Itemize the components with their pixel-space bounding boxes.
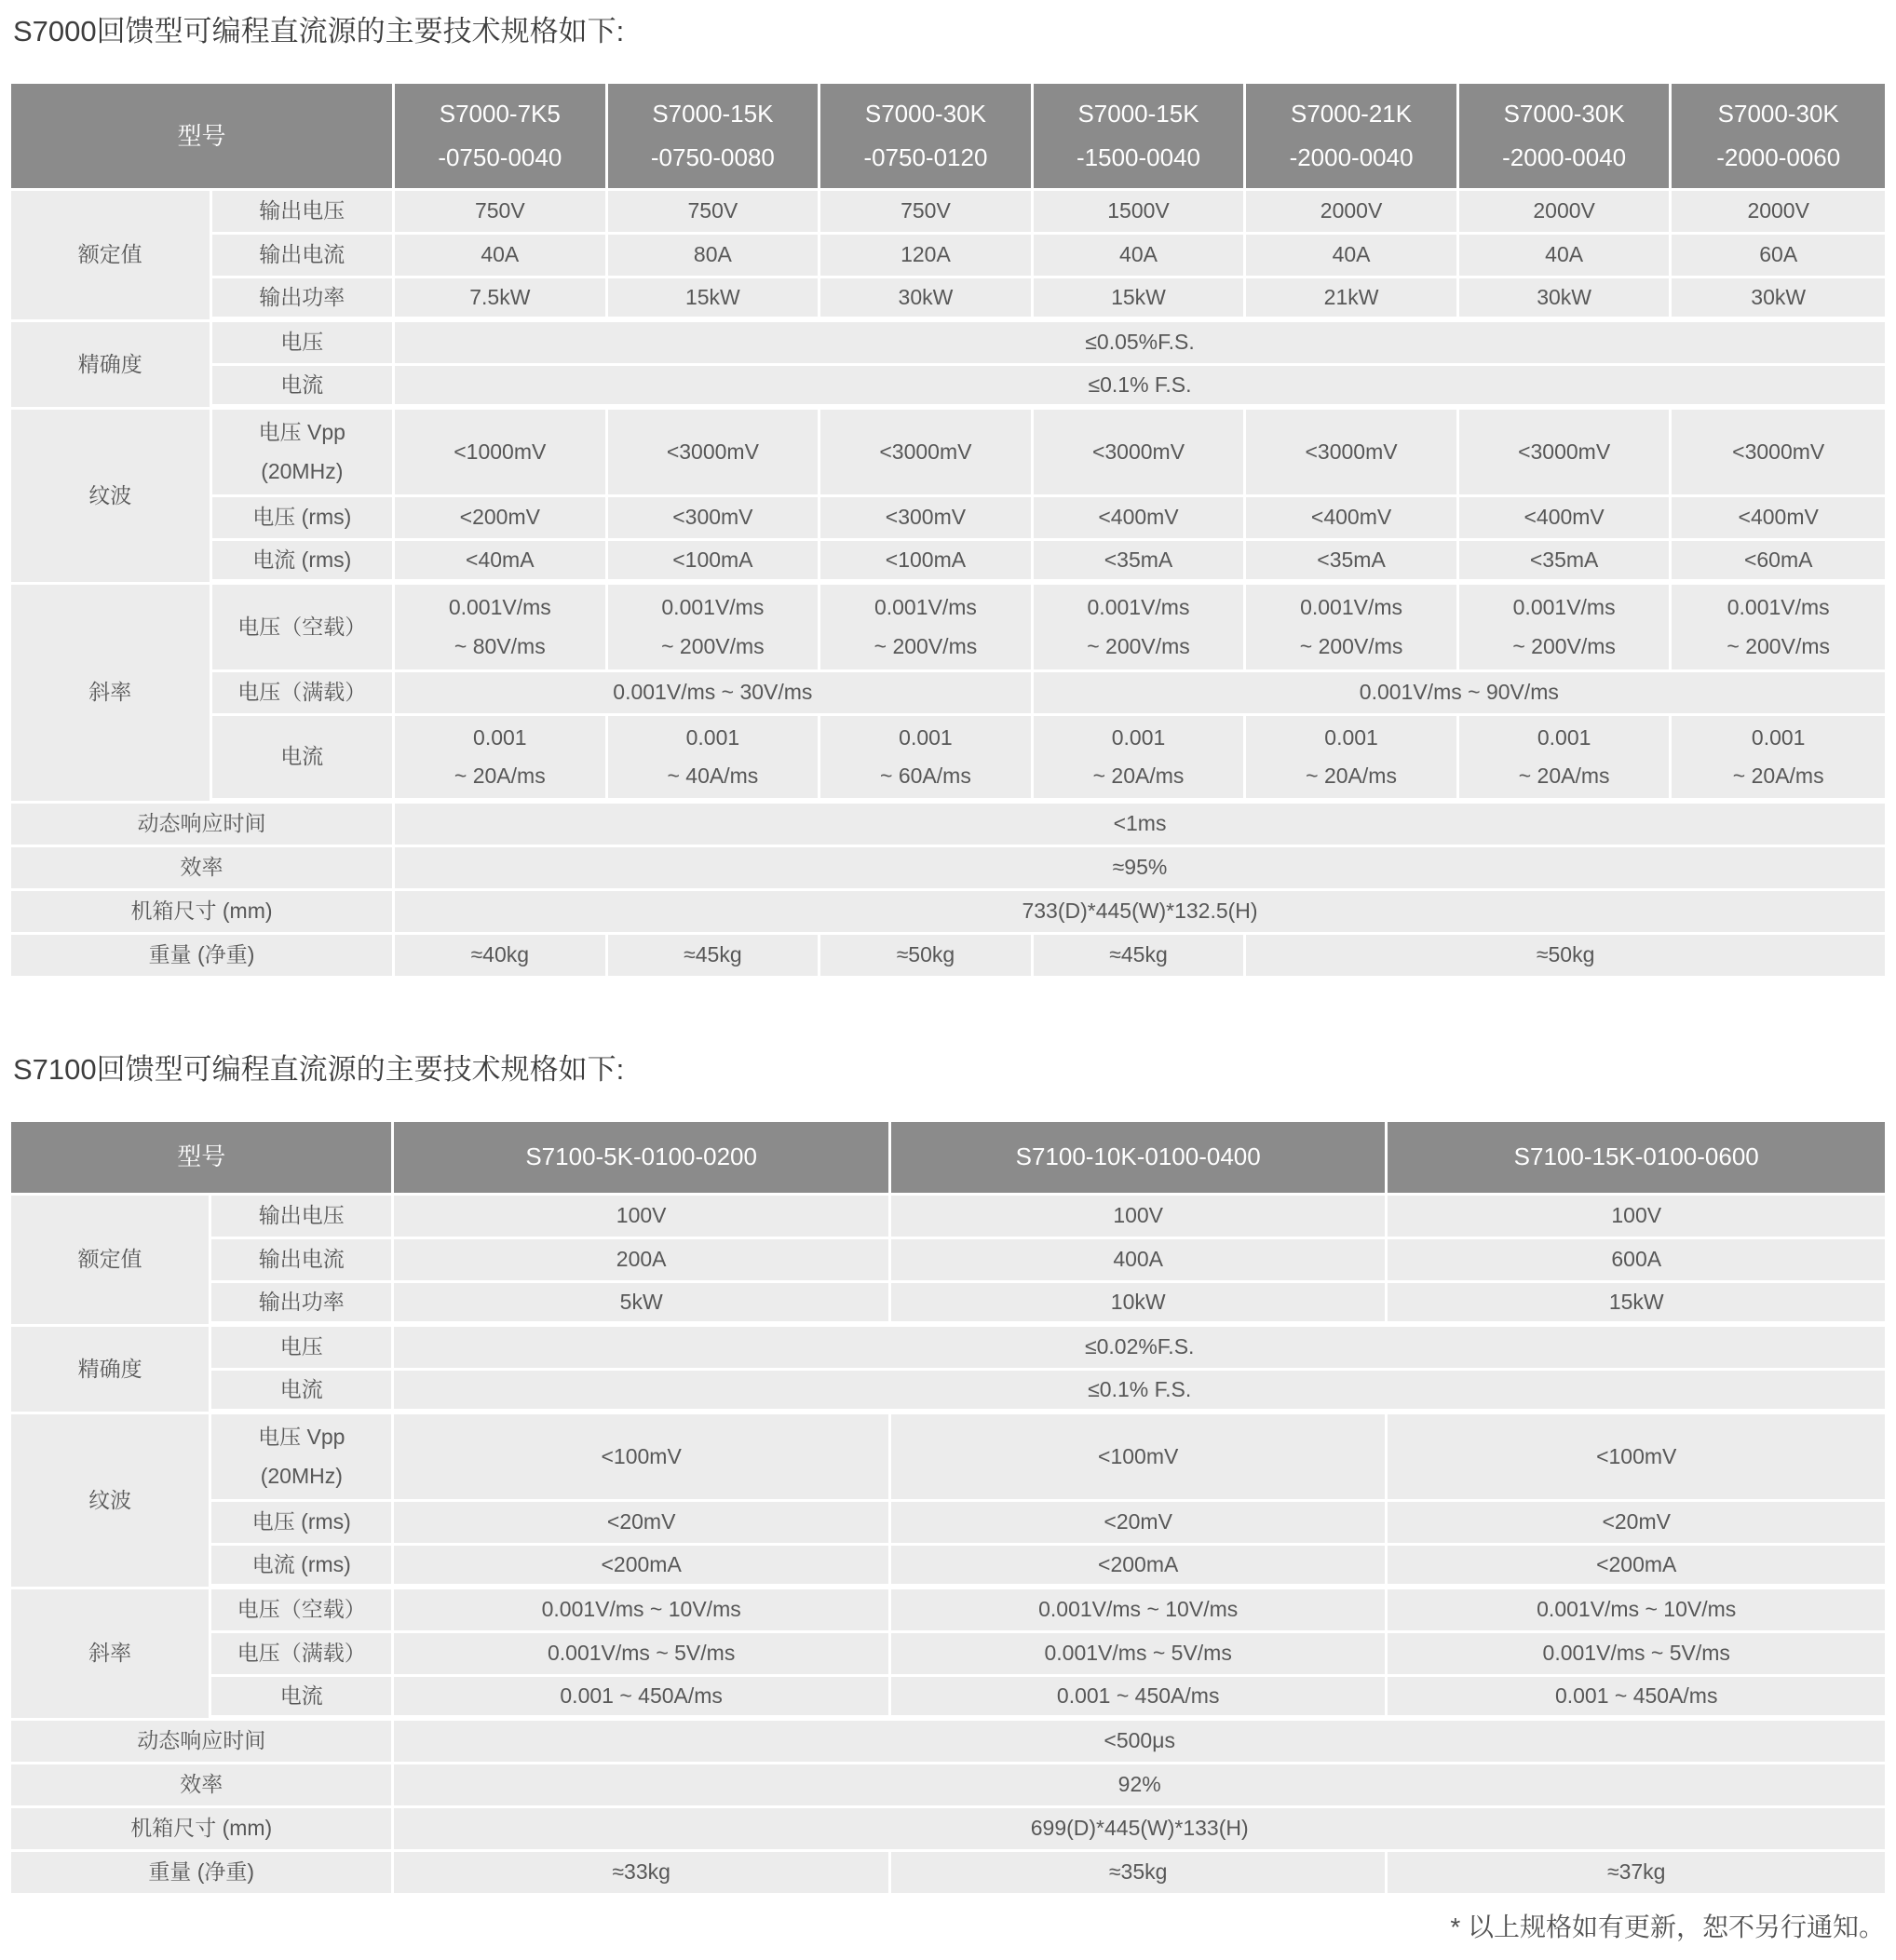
spec-value-cell: <300mV <box>608 497 821 541</box>
spec-row <box>11 1502 1885 1546</box>
spec-value-cell: 0.001V/ms ~ 200V/ms <box>1034 585 1247 672</box>
spec-row <box>11 1721 1885 1764</box>
section-label-cell: 额定值 <box>11 191 212 322</box>
spec-value-cell: <400mV <box>1034 497 1247 541</box>
spec-value-cell: <200mA <box>1388 1546 1885 1589</box>
spec-label-cell: 效率 <box>11 847 395 891</box>
header-row <box>11 84 1885 191</box>
spec-sublabel-cell: 电压 (rms) <box>212 497 396 541</box>
model-label-cell: 型号 <box>11 1122 394 1196</box>
spec-value-cell: 5kW <box>394 1283 891 1327</box>
spec-label-cell: 动态响应时间 <box>11 1721 394 1764</box>
spec-value-cell: <60mA <box>1672 541 1885 585</box>
spec-label-cell: 重量 (净重) <box>11 1852 394 1896</box>
spec-value-cell: <400mV <box>1246 497 1459 541</box>
spec-value-cell: 0.001 ~ 20A/ms <box>1034 716 1247 804</box>
spec-value-cell: ≤0.1% F.S. <box>395 366 1885 410</box>
spec-sublabel-cell: 电流 <box>211 1371 394 1414</box>
model-header-cell: S7100-15K-0100-0600 <box>1388 1122 1885 1196</box>
spec-label-cell: 机箱尺寸 (mm) <box>11 1808 394 1852</box>
spec-row <box>11 191 1885 235</box>
footnote: * 以上规格如有更新，恕不另行通知。 <box>1450 1913 1885 1941</box>
section-label-cell: 斜率 <box>11 585 212 804</box>
spec-value-cell: ≈95% <box>395 847 1885 891</box>
spec-value-cell: ≤0.05%F.S. <box>395 322 1885 366</box>
spec-row <box>11 1283 1885 1327</box>
spec-value-cell: <20mV <box>891 1502 1388 1546</box>
spec-value-cell: 400A <box>891 1239 1388 1283</box>
spec-label-cell: 机箱尺寸 (mm) <box>11 891 395 935</box>
spec-value-cell: 2000V <box>1672 191 1885 235</box>
model-header-cell: S7000-30K -2000-0060 <box>1672 84 1885 191</box>
spec-value-cell: 0.001V/ms ~ 80V/ms <box>395 585 608 672</box>
spec-sublabel-cell: 电流 (rms) <box>211 1546 394 1589</box>
spec-value-cell: 2000V <box>1246 191 1459 235</box>
spec-value-cell: 0.001 ~ 20A/ms <box>1246 716 1459 804</box>
spec-value-cell: 0.001 ~ 20A/ms <box>1459 716 1673 804</box>
spec-row <box>11 322 1885 366</box>
spec-value-cell: <20mV <box>1388 1502 1885 1546</box>
spec-value-cell: 0.001V/ms ~ 10V/ms <box>394 1589 891 1633</box>
spec-sublabel-cell: 电压 <box>212 322 396 366</box>
spec-value-cell: ≤0.1% F.S. <box>394 1371 1885 1414</box>
spec-value-cell: <200mA <box>394 1546 891 1589</box>
spec-value-cell: 15kW <box>1388 1283 1885 1327</box>
spec-value-cell: <35mA <box>1034 541 1247 585</box>
spec-value-cell: 0.001V/ms ~ 5V/ms <box>394 1633 891 1677</box>
spec-value-cell: <3000mV <box>1034 410 1247 497</box>
spec-value-cell: 100V <box>394 1196 891 1239</box>
section-label-cell: 精确度 <box>11 322 212 410</box>
spec-sublabel-cell: 电压 (rms) <box>211 1502 394 1546</box>
spec-value-cell: 0.001 ~ 40A/ms <box>608 716 821 804</box>
spec-value-cell: 15kW <box>1034 278 1247 322</box>
spec-value-cell: <100mA <box>608 541 821 585</box>
spec-value-cell: 750V <box>395 191 608 235</box>
spec-value-cell: <3000mV <box>1672 410 1885 497</box>
spec-value-cell: <100mV <box>394 1414 891 1502</box>
spec-value-cell: 1500V <box>1034 191 1247 235</box>
s7000-title: S7000回馈型可编程直流源的主要技术规格如下: <box>13 15 625 47</box>
spec-value-cell: <40mA <box>395 541 608 585</box>
spec-sublabel-cell: 电流 <box>212 366 396 410</box>
spec-value-cell: 750V <box>608 191 821 235</box>
section-label-cell: 精确度 <box>11 1327 211 1414</box>
spec-value-cell: <100mV <box>891 1414 1388 1502</box>
spec-value-cell: 80A <box>608 235 821 278</box>
model-header-cell: S7000-30K -2000-0040 <box>1459 84 1673 191</box>
spec-sublabel-cell: 电压（空载） <box>211 1589 394 1633</box>
spec-value-cell: 699(D)*445(W)*133(H) <box>394 1808 1885 1852</box>
spec-value-cell: ≈37kg <box>1388 1852 1885 1896</box>
spec-value-cell: <100mV <box>1388 1414 1885 1502</box>
spec-value-cell: 21kW <box>1246 278 1459 322</box>
spec-value-cell: 60A <box>1672 235 1885 278</box>
spec-row <box>11 804 1885 847</box>
section-label-cell: 额定值 <box>11 1196 211 1327</box>
spec-value-cell: 0.001V/ms ~ 200V/ms <box>1246 585 1459 672</box>
spec-value-cell: <20mV <box>394 1502 891 1546</box>
spec-row <box>11 891 1885 935</box>
page <box>0 11 1896 1944</box>
model-header-cell: S7100-5K-0100-0200 <box>394 1122 891 1196</box>
spec-value-cell: ≈50kg <box>820 935 1034 979</box>
model-header-cell: S7000-30K -0750-0120 <box>820 84 1034 191</box>
spec-value-cell: 2000V <box>1459 191 1673 235</box>
spec-value-cell: <1000mV <box>395 410 608 497</box>
spec-row <box>11 1414 1885 1502</box>
spec-value-cell: 0.001 ~ 20A/ms <box>1672 716 1885 804</box>
spec-row <box>11 1546 1885 1589</box>
spec-value-cell: 7.5kW <box>395 278 608 322</box>
spec-value-cell: 0.001V/ms ~ 30V/ms <box>395 672 1034 716</box>
spec-value-cell: <3000mV <box>820 410 1034 497</box>
spec-value-cell: 0.001V/ms ~ 5V/ms <box>1388 1633 1885 1677</box>
spec-row <box>11 1633 1885 1677</box>
spec-row <box>11 1327 1885 1371</box>
spec-value-cell: 733(D)*445(W)*132.5(H) <box>395 891 1885 935</box>
s7100-spec-table <box>11 1122 1885 1896</box>
section-label-cell: 纹波 <box>11 1414 211 1589</box>
spec-value-cell: 600A <box>1388 1239 1885 1283</box>
spec-value-cell: 0.001V/ms ~ 10V/ms <box>891 1589 1388 1633</box>
spec-value-cell: 30kW <box>1672 278 1885 322</box>
spec-sublabel-cell: 电流 <box>212 716 396 804</box>
spec-sublabel-cell: 电压 Vpp (20MHz) <box>212 410 396 497</box>
spec-value-cell: ≈50kg <box>1246 935 1885 979</box>
spec-row <box>11 935 1885 979</box>
spec-value-cell: ≈45kg <box>1034 935 1247 979</box>
spec-sublabel-cell: 输出电流 <box>211 1239 394 1283</box>
model-label-cell: 型号 <box>11 84 395 191</box>
spec-sublabel-cell: 电压（满载） <box>212 672 396 716</box>
spec-row <box>11 410 1885 497</box>
spec-row <box>11 1589 1885 1633</box>
spec-sublabel-cell: 输出电压 <box>211 1196 394 1239</box>
model-header-cell: S7000-7K5 -0750-0040 <box>395 84 608 191</box>
spec-value-cell: 30kW <box>1459 278 1673 322</box>
spec-value-cell: <35mA <box>1246 541 1459 585</box>
spec-value-cell: 0.001 ~ 450A/ms <box>891 1677 1388 1721</box>
spec-row <box>11 1371 1885 1414</box>
spec-label-cell: 重量 (净重) <box>11 935 395 979</box>
spec-row <box>11 1677 1885 1721</box>
spec-value-cell: 0.001V/ms ~ 200V/ms <box>1672 585 1885 672</box>
spec-sublabel-cell: 电压 Vpp (20MHz) <box>211 1414 394 1502</box>
spec-value-cell: 100V <box>1388 1196 1885 1239</box>
spec-value-cell: 100V <box>891 1196 1388 1239</box>
spec-value-cell: 0.001 ~ 20A/ms <box>395 716 608 804</box>
spec-value-cell: 0.001V/ms ~ 200V/ms <box>1459 585 1673 672</box>
header-row <box>11 1122 1885 1196</box>
spec-value-cell: 40A <box>1246 235 1459 278</box>
spec-sublabel-cell: 电流 <box>211 1677 394 1721</box>
spec-value-cell: 200A <box>394 1239 891 1283</box>
spec-value-cell: 0.001V/ms ~ 10V/ms <box>1388 1589 1885 1633</box>
spec-row <box>11 1239 1885 1283</box>
spec-value-cell: <3000mV <box>1459 410 1673 497</box>
model-header-cell: S7100-10K-0100-0400 <box>891 1122 1388 1196</box>
model-header-cell: S7000-15K -1500-0040 <box>1034 84 1247 191</box>
spec-row <box>11 847 1885 891</box>
spec-value-cell: <500μs <box>394 1721 1885 1764</box>
model-header-cell: S7000-15K -0750-0080 <box>608 84 821 191</box>
spec-row <box>11 1196 1885 1239</box>
spec-value-cell: 15kW <box>608 278 821 322</box>
spec-row <box>11 1852 1885 1896</box>
spec-label-cell: 效率 <box>11 1764 394 1808</box>
spec-row <box>11 366 1885 410</box>
spec-row <box>11 278 1885 322</box>
spec-sublabel-cell: 输出电压 <box>212 191 396 235</box>
section-label-cell: 纹波 <box>11 410 212 585</box>
spec-row <box>11 585 1885 672</box>
spec-value-cell: <400mV <box>1672 497 1885 541</box>
spec-value-cell: <300mV <box>820 497 1034 541</box>
spec-sublabel-cell: 输出功率 <box>211 1283 394 1327</box>
spec-row <box>11 541 1885 585</box>
spec-value-cell: <100mA <box>820 541 1034 585</box>
spec-value-cell: 10kW <box>891 1283 1388 1327</box>
spec-sublabel-cell: 输出电流 <box>212 235 396 278</box>
spec-value-cell: <35mA <box>1459 541 1673 585</box>
spec-sublabel-cell: 电压（空载） <box>212 585 396 672</box>
spec-value-cell: <200mV <box>395 497 608 541</box>
spec-value-cell: ≈40kg <box>395 935 608 979</box>
spec-row <box>11 497 1885 541</box>
spec-row <box>11 672 1885 716</box>
spec-value-cell: 0.001V/ms ~ 200V/ms <box>608 585 821 672</box>
model-header-cell: S7000-21K -2000-0040 <box>1246 84 1459 191</box>
spec-sublabel-cell: 电流 (rms) <box>212 541 396 585</box>
spec-value-cell: 92% <box>394 1764 1885 1808</box>
s7000-spec-table <box>11 84 1885 979</box>
spec-value-cell: 40A <box>395 235 608 278</box>
spec-value-cell: ≈45kg <box>608 935 821 979</box>
spec-value-cell: 120A <box>820 235 1034 278</box>
spec-row <box>11 1764 1885 1808</box>
spec-value-cell: 0.001V/ms ~ 200V/ms <box>820 585 1034 672</box>
spec-value-cell: <3000mV <box>1246 410 1459 497</box>
spec-value-cell: 40A <box>1459 235 1673 278</box>
spec-sublabel-cell: 电压（满载） <box>211 1633 394 1677</box>
spec-value-cell: <200mA <box>891 1546 1388 1589</box>
spec-value-cell: 0.001 ~ 60A/ms <box>820 716 1034 804</box>
spec-value-cell: ≤0.02%F.S. <box>394 1327 1885 1371</box>
spec-value-cell: 0.001V/ms ~ 5V/ms <box>891 1633 1388 1677</box>
spec-value-cell: 30kW <box>820 278 1034 322</box>
spec-value-cell: 40A <box>1034 235 1247 278</box>
spec-value-cell: 750V <box>820 191 1034 235</box>
spec-label-cell: 动态响应时间 <box>11 804 395 847</box>
s7100-title: S7100回馈型可编程直流源的主要技术规格如下: <box>13 1053 625 1086</box>
spec-value-cell: <3000mV <box>608 410 821 497</box>
spec-value-cell: 0.001 ~ 450A/ms <box>1388 1677 1885 1721</box>
spec-value-cell: 0.001V/ms ~ 90V/ms <box>1034 672 1885 716</box>
spec-row <box>11 1808 1885 1852</box>
spec-row <box>11 716 1885 804</box>
section-label-cell: 斜率 <box>11 1589 211 1721</box>
spec-value-cell: 0.001 ~ 450A/ms <box>394 1677 891 1721</box>
spec-value-cell: <1ms <box>395 804 1885 847</box>
spec-value-cell: <400mV <box>1459 497 1673 541</box>
spec-sublabel-cell: 输出功率 <box>212 278 396 322</box>
spec-row <box>11 235 1885 278</box>
spec-value-cell: ≈35kg <box>891 1852 1388 1896</box>
spec-value-cell: ≈33kg <box>394 1852 891 1896</box>
spec-sublabel-cell: 电压 <box>211 1327 394 1371</box>
